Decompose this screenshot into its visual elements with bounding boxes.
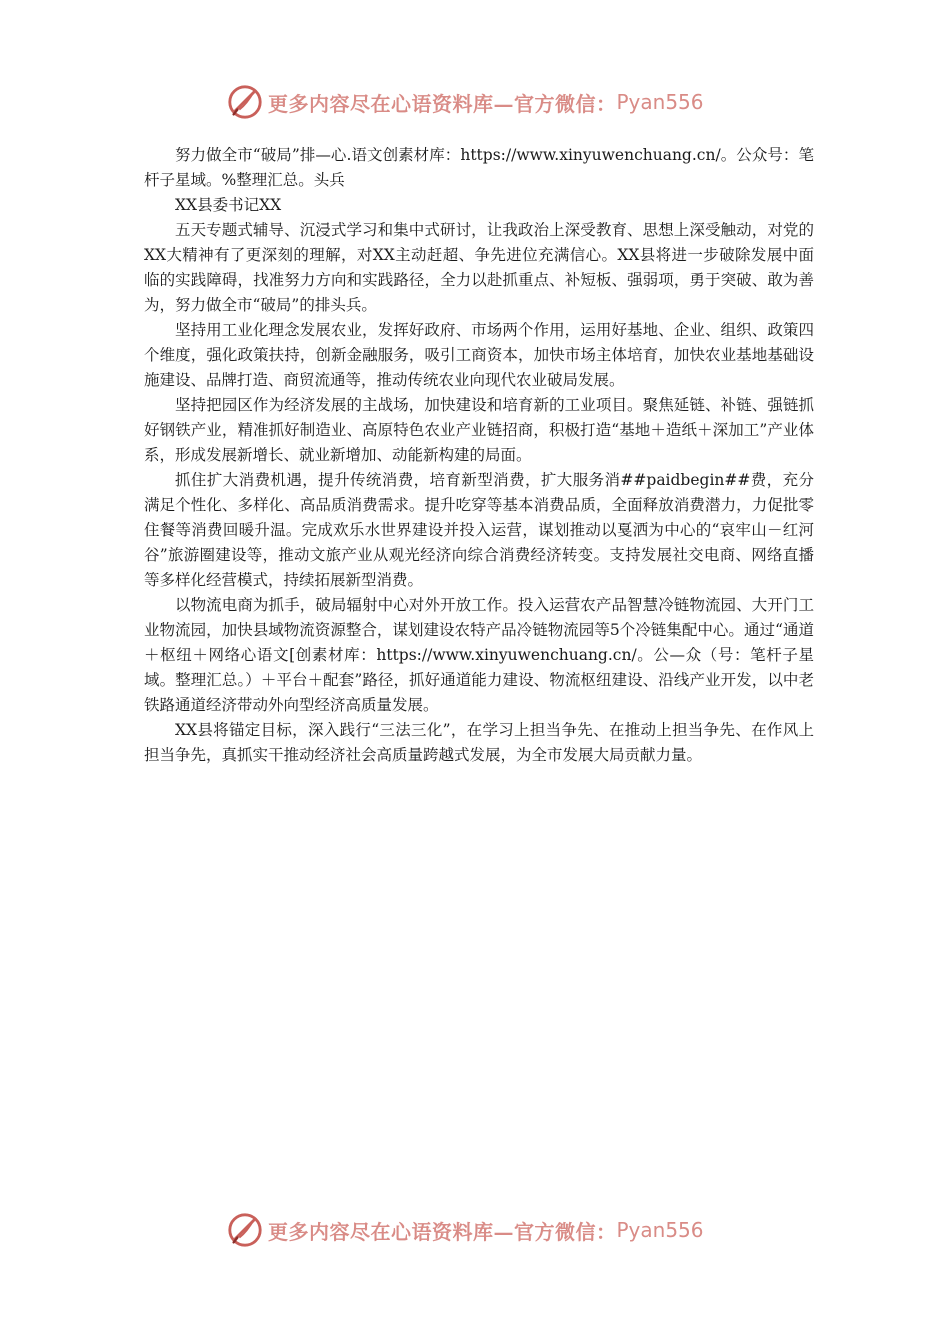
paragraph: 坚持把园区作为经济发展的主战场，加快建设和培育新的工业项目。聚焦延链、补链、强链抓好钢铁产业，精准抓好制造业、高原特色农业产业链招商，积极打造“基地＋造纸＋深加工”产业体系，形成发展新增长、就业新增加、动能新构建的局面。 — [144, 396, 814, 464]
pen-logo-icon — [226, 1211, 264, 1249]
pen-logo-icon — [226, 83, 264, 121]
paragraph-author: XX县委书记XX — [175, 196, 282, 214]
paragraph: 五天专题式辅导、沉浸式学习和集中式研讨，让我政治上深受教育、思想上深受触动，对党的XX大精神有了更深刻的理解，对XX主动赶超、争先进位充满信心。XX县将进一步破除发展中面临的实践障碍，找准努力方向和实践路径，全力以赴抓重点、补短板、强弱项，勇于突破、敢为善为，努力做全市“破局”的排头兵。 — [144, 221, 814, 314]
paragraph-title: 努力做全市“破局”排—心.语文创素材库：https://www.xinyuwenchuang.cn/。公众号：笔杆子星域。%整理汇总。头兵 — [144, 146, 814, 189]
paragraph: XX县将锚定目标，深入践行“三法三化”，在学习上担当争先、在推动上担当争先、在作风上担当争先，真抓实干推动经济社会高质量跨越式发展，为全市发展大局贡献力量。 — [144, 721, 814, 764]
banner-wechat-id: Pyan556 — [616, 90, 704, 114]
paragraph: 抓住扩大消费机遇，提升传统消费，培育新型消费，扩大服务消##paidbegin##费，充分满足个性化、多样化、高品质消费需求。提升吃穿等基本消费品质，全面释放消费潜力，力促批零住餐等消费回暖升温。完成欢乐水世界建设并投入运营，谋划推动以戛洒为中心的“哀牢山－红河谷”旅游圈建设等，推动文旅产业从观光经济向综合消费经济转变。支持发展社交电商、网络直播等多样化经营模式，持续拓展新型消费。 — [144, 471, 814, 589]
footer-banner — [226, 1210, 726, 1250]
banner-text: 更多内容尽在心语资料库—官方微信： — [268, 91, 617, 116]
header-banner — [226, 82, 726, 122]
banner-text: 更多内容尽在心语资料库—官方微信： — [268, 1219, 617, 1244]
paragraph: 以物流电商为抓手，破局辐射中心对外开放工作。投入运营农产品智慧冷链物流园、大开门工业物流园，加快县域物流资源整合，谋划建设农特产品冷链物流园等5个冷链集配中心。通过“通道＋枢纽＋网络心语文[创素材库：https://www.xinyuwenchuang.cn/。公—众（号：笔杆子星域。整理汇总。）＋平台＋配套”路径，抓好通道能力建设、物流枢纽建设、沿线产业开发，以中老铁路通道经济带动外向型经济高质量发展。 — [144, 596, 814, 714]
document-body — [144, 143, 814, 768]
banner-wechat-id: Pyan556 — [616, 1218, 704, 1242]
paragraph: 坚持用工业化理念发展农业，发挥好政府、市场两个作用，运用好基地、企业、组织、政策四个维度，强化政策扶持，创新金融服务，吸引工商资本，加快市场主体培育，加快农业基地基础设施建设、品牌打造、商贸流通等，推动传统农业向现代农业破局发展。 — [144, 321, 814, 389]
